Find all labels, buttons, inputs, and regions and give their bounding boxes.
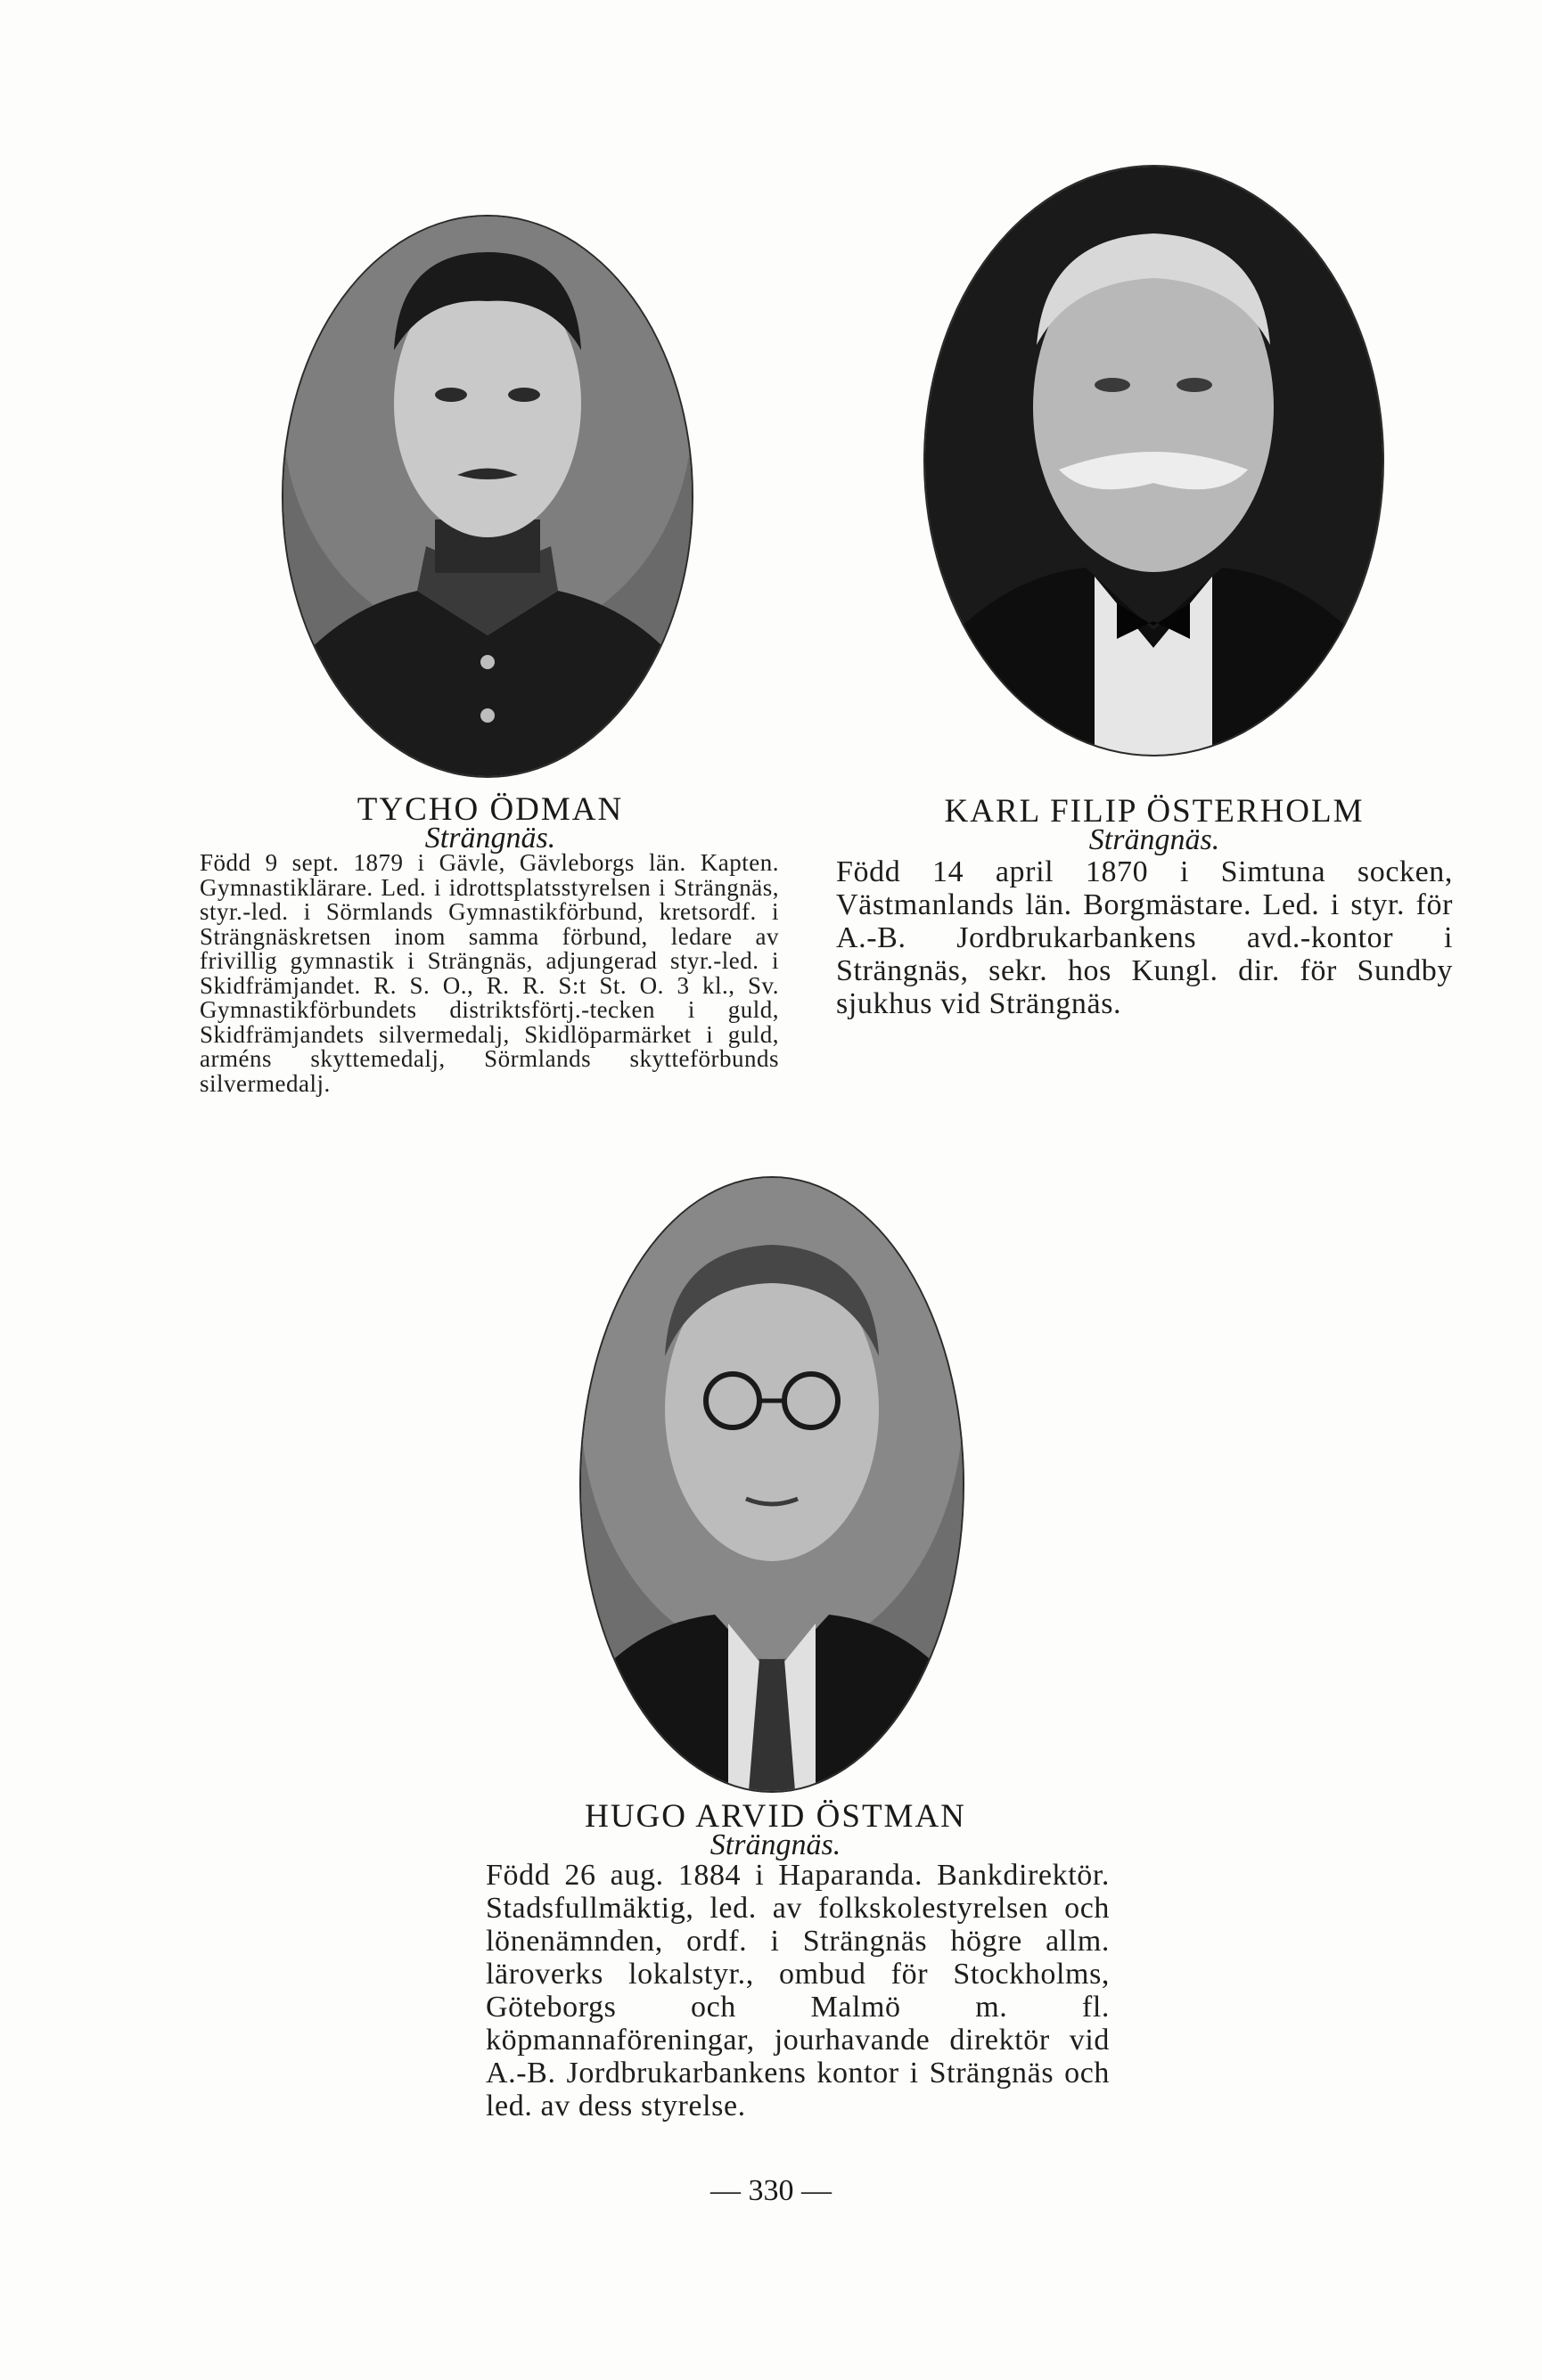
entry-1-name: TYCHO ÖDMAN: [357, 791, 624, 828]
page-number: — 330 —: [710, 2174, 832, 2207]
entry-2-bio: Född 14 april 1870 i Simtuna socken, Västmanlands län. Borgmästare. Led. i styr. för A.-B. Jordbrukarbankens avd.-kontor i Strängnäs, sekr. hos Kungl. dir. för Sundby sjukhus vid Strängnäs.: [836, 855, 1453, 1020]
entry-2-name: KARL FILIP ÖSTERHOLM: [944, 793, 1365, 830]
entry-3-bio: Född 26 aug. 1884 i Haparanda. Bankdirektör. Stadsfullmäktig, led. av folkskolestyrelsen och lönenämnden, ordf. i Strängnäs högre allm. läroverks lokalstyr., ombud för Stockholms, Göteborgs och Malmö m. fl. köpmannaföreningar, jourhavande direktör vid A.-B. Jordbrukarbankens kontor i Strängnäs och led. av dess styrelse.: [486, 1859, 1110, 2122]
portrait-photo-icon: [581, 1178, 963, 1791]
portrait-karl-filip-osterholm: [925, 167, 1382, 755]
entry-3-name: HUGO ARVID ÖSTMAN: [585, 1798, 966, 1835]
portrait-hugo-arvid-ostman: [581, 1178, 963, 1791]
entry-3-place: Strängnäs.: [709, 1828, 841, 1861]
entry-1-place: Strängnäs.: [424, 822, 556, 855]
entry-1-bio: Född 9 sept. 1879 i Gävle, Gävleborgs län. Kapten. Gymnastiklärare. Led. i idrottsplatsstyrelsen i Strängnäs, styr.-led. i Sörmlands Gymnastikförbund, kretsordf. i Strängnäskretsen inom samma förbund, ledare av frivillig gymnastik i Strängnäs, adjungerad styr.-led. i Skidfrämjandet. R. S. O., R. R. S:t St. O. 3 kl., Sv. Gymnastikförbundets distriktsförtj.-tecken i guld, Skidfrämjandets silvermedalj, Skidlöparmärket i guld, arméns skyttemedalj, Sörmlands skytteförbunds silvermedalj.: [200, 849, 779, 1097]
entry-2-place: Strängnäs.: [1088, 823, 1220, 856]
portrait-tycho-odman: [283, 217, 692, 776]
portrait-photo-icon: [925, 167, 1382, 755]
portrait-photo-icon: [283, 217, 692, 776]
